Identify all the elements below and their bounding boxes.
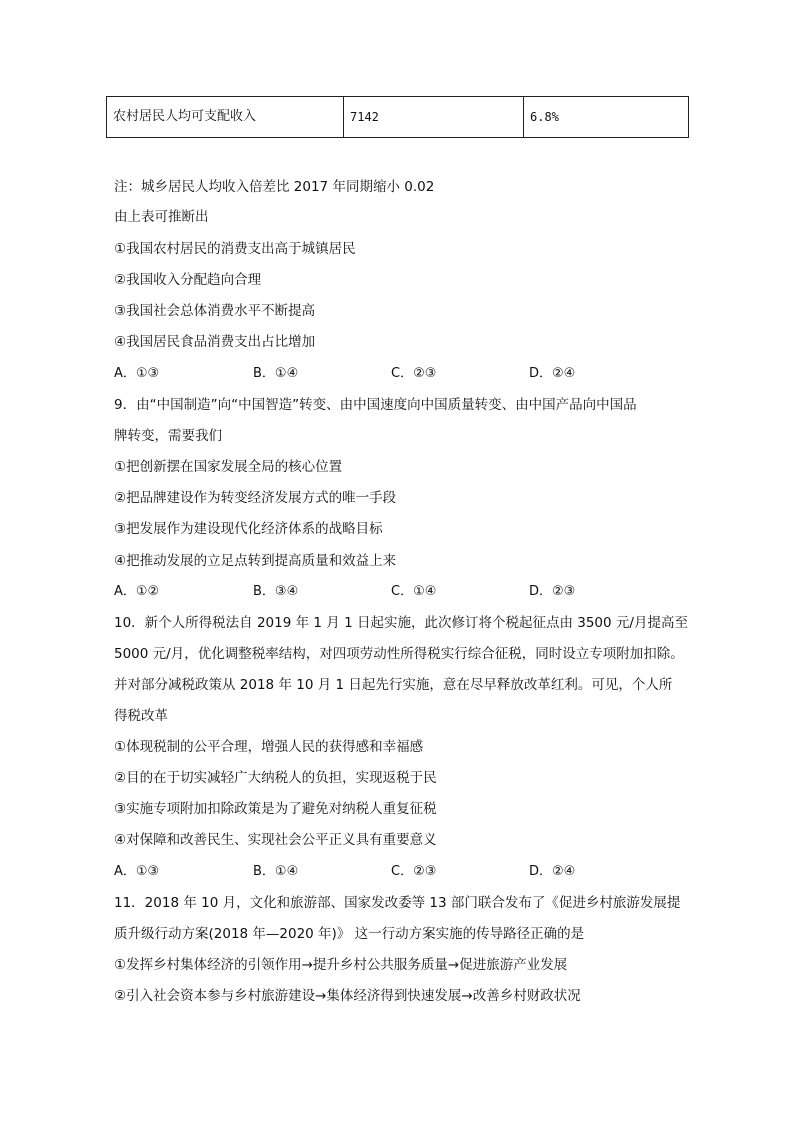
q9-item-3: ③把发展作为建设现代化经济体系的战略目标 [114, 521, 383, 537]
q10-stem-line-3: 并对部分减税政策从 2018 年 10 月 1 日起先行实施，意在尽早释放改革红利。可见，个人所 [114, 677, 673, 693]
q10-item-2: ②目的在于切实减轻广大纳税人的负担，实现返税于民 [114, 770, 437, 786]
q10-stem-line-4: 得税改革 [114, 708, 168, 724]
table-note: 注：城乡居民人均收入倍差比 2017 年同期缩小 0.02 [114, 179, 435, 195]
q9-stem-line-1: 9．由“中国制造”向“中国智造”转变、由中国速度向中国质量转变、由中国产品向中国品 [114, 397, 637, 413]
q10-item-1: ①体现税制的公平合理，增强人民的获得感和幸福感 [114, 739, 424, 755]
q10-stem-line-2: 5000 元/月，优化调整税率结构，对四项劳动性所得税实行综合征税，同时设立专项附加扣除。 [114, 646, 684, 662]
q8-item-1: ①我国农村居民的消费支出高于城镇居民 [114, 241, 356, 257]
table-cell-label: 农村居民人均可支配收入 [107, 97, 344, 138]
q10-item-3: ③实施专项附加扣除政策是为了避免对纳税人重复征税 [114, 801, 437, 817]
income-table [106, 96, 689, 138]
q9-option-c: C．①④ [391, 584, 437, 599]
q9-option-a: A．①② [114, 584, 160, 599]
table-cell-value: 7142 [344, 97, 524, 138]
q8-item-2: ②我国收入分配趋向合理 [114, 272, 262, 288]
q8-item-3: ③我国社会总体消费水平不断提高 [114, 303, 316, 319]
q11-item-2: ②引入社会资本参与乡村旅游建设→集体经济得到快速发展→改善乡村财政状况 [114, 988, 581, 1004]
q9-item-1: ①把创新摆在国家发展全局的核心位置 [114, 459, 343, 475]
table-cell-rate: 6.8% [524, 97, 689, 138]
q10-stem-line-1: 10．新个人所得税法自 2019 年 1 月 1 日起实施，此次修订将个税起征点由 3500 元/月提高至 [114, 615, 688, 631]
table-row [107, 97, 689, 138]
q8-option-b: B．①④ [253, 366, 299, 381]
q8-item-4: ④我国居民食品消费支出占比增加 [114, 334, 316, 350]
q10-item-4: ④对保障和改善民生、实现社会公平正义具有重要意义 [114, 832, 437, 848]
q10-option-b: B．①④ [253, 864, 299, 879]
q11-stem-line-1: 11．2018 年 10 月，文化和旅游部、国家发改委等 13 部门联合发布了《促进乡村旅游发展提 [114, 895, 681, 911]
q8-option-d: D．②④ [529, 366, 576, 381]
q9-stem-line-2: 牌转变，需要我们 [114, 428, 222, 444]
q9-item-2: ②把品牌建设作为转变经济发展方式的唯一手段 [114, 490, 397, 506]
q8-option-c: C．②③ [391, 366, 437, 381]
q10-option-c: C．②③ [391, 864, 437, 879]
q8-stem: 由上表可推断出 [114, 209, 209, 225]
q9-option-d: D．②③ [529, 584, 576, 599]
q8-option-a: A．①③ [114, 366, 160, 381]
q10-option-a: A．①③ [114, 864, 160, 879]
q11-item-1: ①发挥乡村集体经济的引领作用→提升乡村公共服务质量→促进旅游产业发展 [114, 957, 568, 973]
q9-option-b: B．③④ [253, 584, 299, 599]
q9-item-4: ④把推动发展的立足点转到提高质量和效益上来 [114, 553, 397, 569]
q10-option-d: D．②④ [529, 864, 576, 879]
q11-stem-line-2: 质升级行动方案(2018 年—2020 年)》 这一行动方案实施的传导路径正确的是 [114, 926, 585, 942]
